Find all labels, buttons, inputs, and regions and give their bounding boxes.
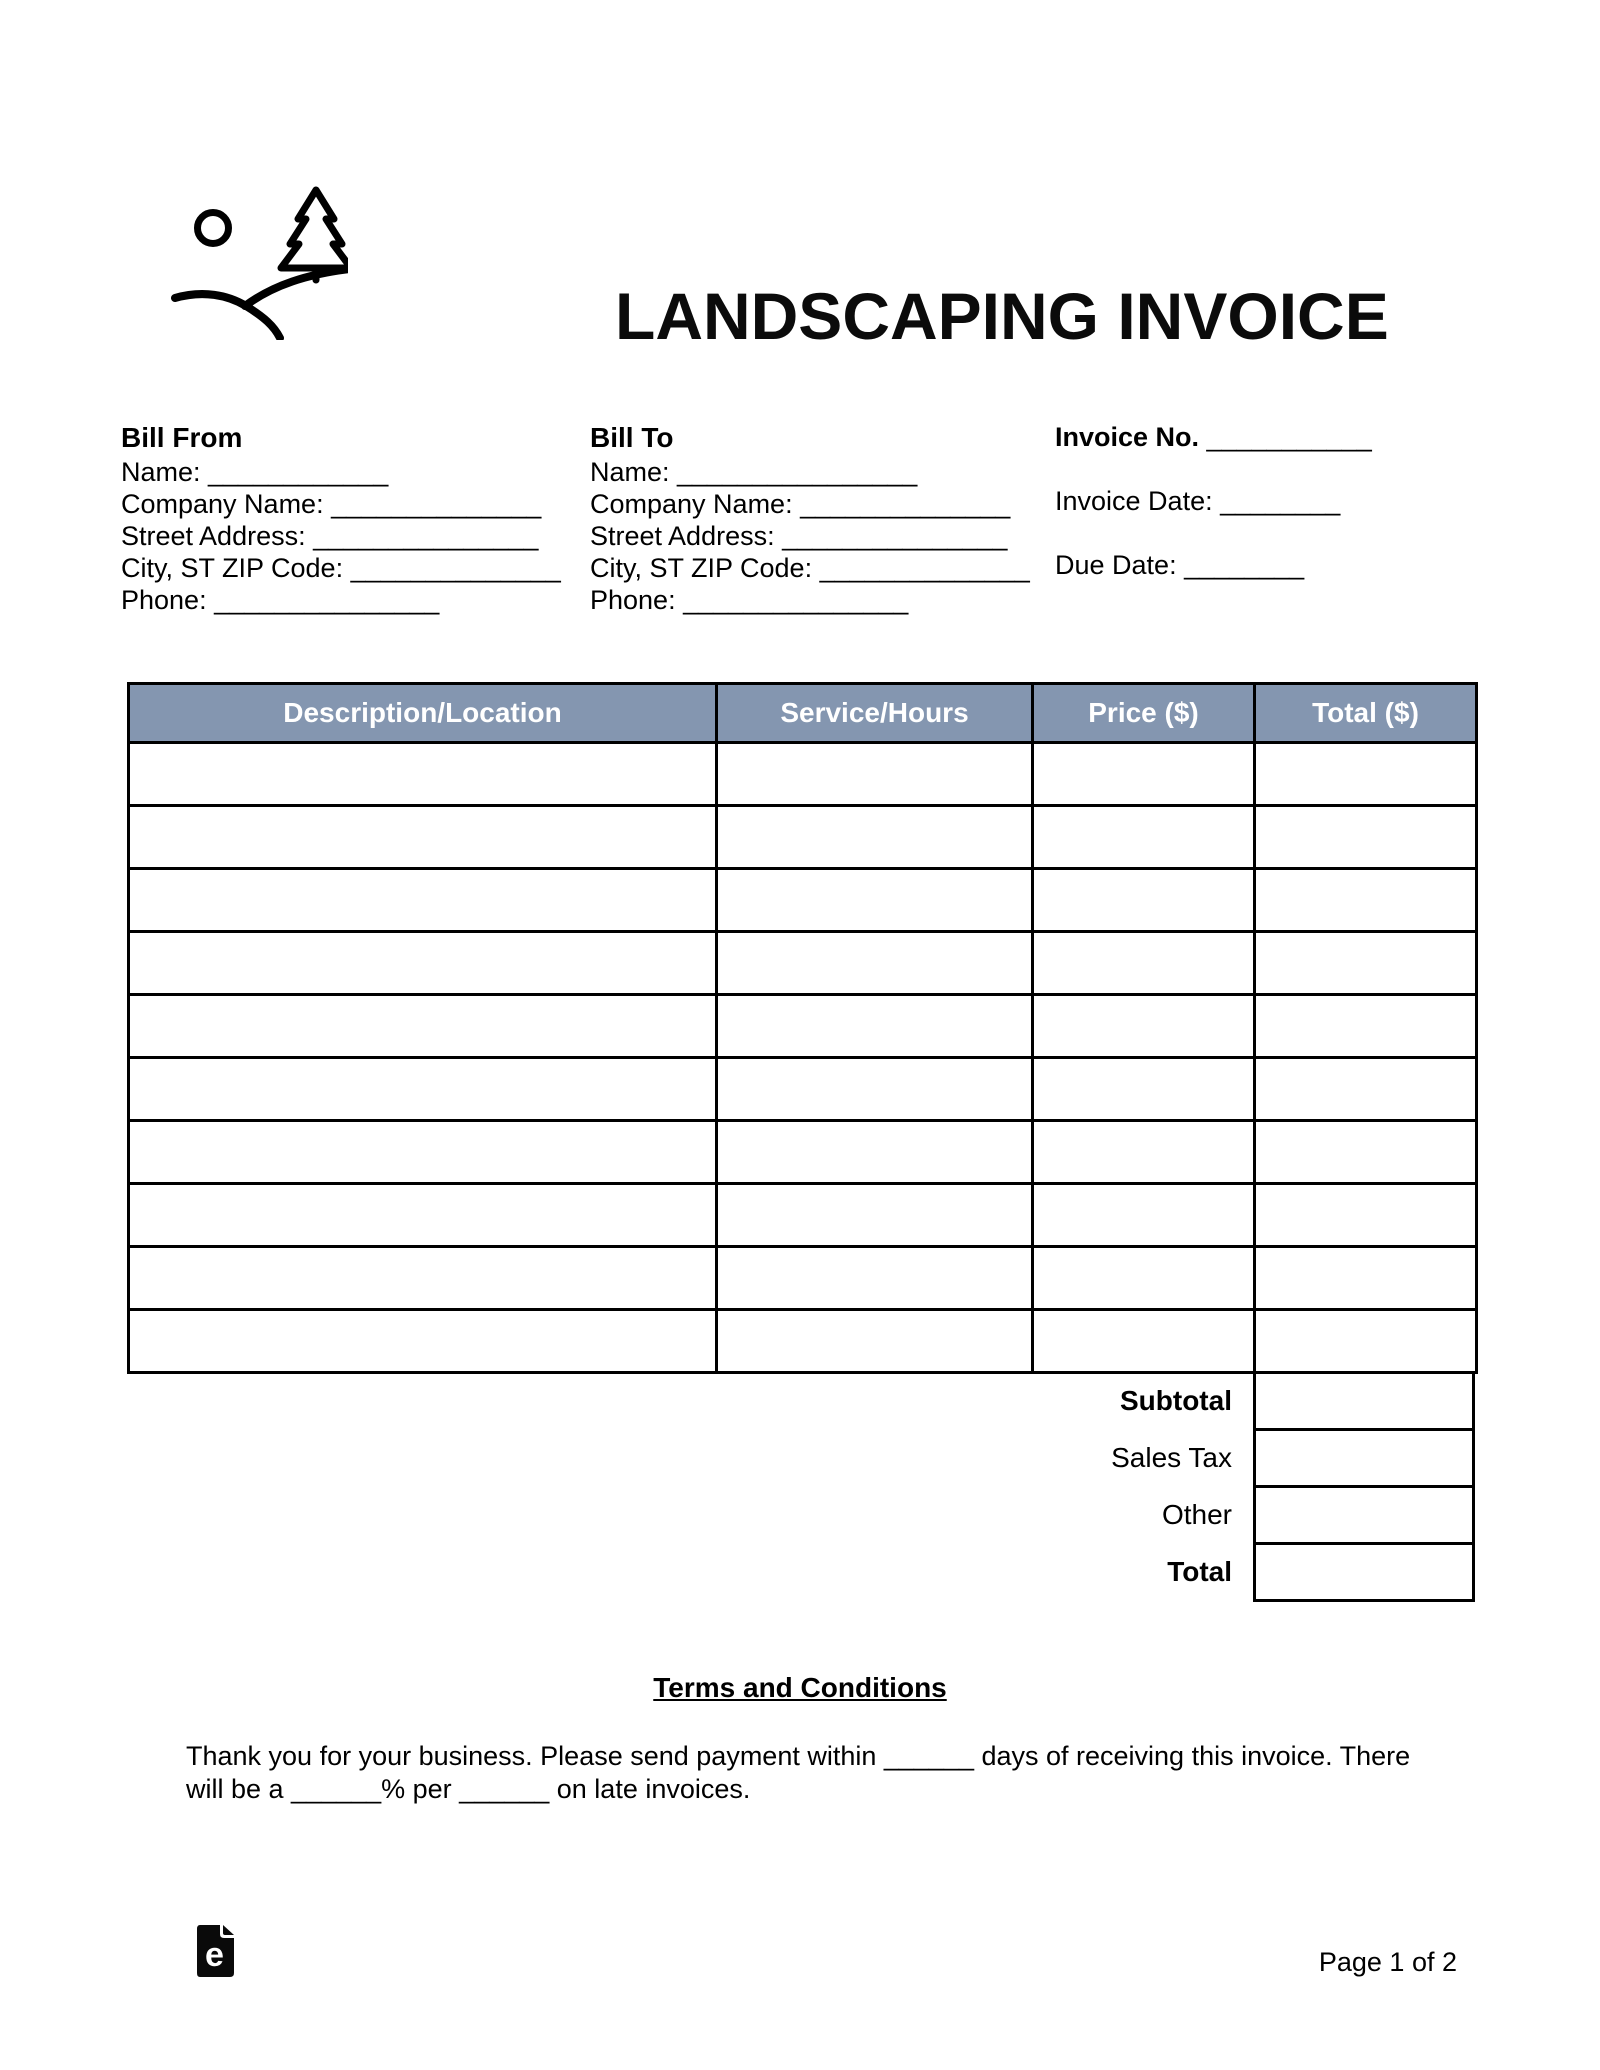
- col-header-service-hours: Service/Hours: [717, 684, 1033, 743]
- line-item-row: [129, 743, 1477, 806]
- bill-from-heading: Bill From: [121, 422, 243, 453]
- page-number: Page 1 of 2: [1318, 1947, 1457, 1977]
- line-item-cell: [717, 1121, 1033, 1184]
- line-item-row: [129, 806, 1477, 869]
- page-title: LANDSCAPING INVOICE: [615, 279, 1389, 353]
- line-item-cell: [1033, 1121, 1255, 1184]
- line-item-cell: [717, 1058, 1033, 1121]
- bill-to-heading: Bill To: [590, 422, 674, 453]
- col-header-price: Price ($): [1033, 684, 1255, 743]
- line-items-table: [127, 682, 1478, 1374]
- invoice-meta-section: [1055, 421, 1491, 616]
- total-label: Total: [1167, 1556, 1232, 1587]
- line-item-row: [129, 995, 1477, 1058]
- line-item-row: [129, 1247, 1477, 1310]
- sales-tax-label: Sales Tax: [1111, 1442, 1232, 1473]
- line-item-cell: [717, 869, 1033, 932]
- line-item-cell: [129, 1310, 717, 1373]
- bill-to-street-line: Street Address: _______________: [590, 521, 1008, 551]
- line-item-cell: [717, 743, 1033, 806]
- col-header-total: Total ($): [1255, 684, 1477, 743]
- line-item-cell: [1033, 1310, 1255, 1373]
- bill-from-company-line: Company Name: ______________: [121, 489, 542, 519]
- subtotal-label: Subtotal: [1120, 1385, 1232, 1416]
- line-item-cell: [1255, 1121, 1477, 1184]
- line-item-row: [129, 1184, 1477, 1247]
- bill-from-phone-line: Phone: _______________: [121, 585, 440, 615]
- line-item-row: [129, 932, 1477, 995]
- line-item-cell: [717, 995, 1033, 1058]
- parties-section: [121, 421, 1491, 616]
- line-item-cell: [1255, 743, 1477, 806]
- line-item-cell: [129, 743, 717, 806]
- bill-from-section: [121, 421, 590, 616]
- line-item-cell: [1033, 932, 1255, 995]
- line-item-cell: [129, 806, 717, 869]
- line-item-row: [129, 1310, 1477, 1373]
- terms-paragraph: [186, 1740, 1446, 1806]
- terms-line-1: Thank you for your business. Please send payment within ______ days of receiving this invoice. There: [186, 1741, 1411, 1771]
- line-item-cell: [717, 1310, 1033, 1373]
- line-item-cell: [717, 806, 1033, 869]
- bill-to-name-line: Name: ________________: [590, 457, 918, 487]
- line-item-cell: [1255, 1184, 1477, 1247]
- total-row: [127, 1542, 1475, 1602]
- line-item-row: [129, 869, 1477, 932]
- other-row: [127, 1485, 1475, 1545]
- line-item-cell: [129, 1058, 717, 1121]
- total-value-box: [1253, 1542, 1475, 1602]
- subtotal-row: [127, 1371, 1475, 1431]
- other-label: Other: [1161, 1499, 1232, 1530]
- line-item-cell: [129, 932, 717, 995]
- col-header-description-location: Description/Location: [129, 684, 717, 743]
- summary-section: [127, 1371, 1475, 1602]
- terms-line-2: will be a ______% per ______ on late invoices.: [186, 1774, 751, 1804]
- line-item-cell: [1255, 869, 1477, 932]
- terms-heading: Terms and Conditions: [653, 1672, 947, 1703]
- line-item-cell: [129, 1184, 717, 1247]
- eforms-logo-letter: e: [205, 1936, 224, 1974]
- line-item-cell: [1033, 1058, 1255, 1121]
- invoice-date-line: Invoice Date: ________: [1055, 486, 1341, 516]
- line-item-cell: [717, 1247, 1033, 1310]
- line-item-cell: [1033, 869, 1255, 932]
- line-item-cell: [1033, 806, 1255, 869]
- line-item-cell: [129, 995, 717, 1058]
- invoice-number-label: Invoice No.: [1055, 422, 1200, 452]
- line-item-cell: [1255, 1310, 1477, 1373]
- sales-tax-value-box: [1253, 1428, 1475, 1488]
- bill-to-section: [590, 421, 1055, 616]
- line-item-cell: [129, 1121, 717, 1184]
- line-item-cell: [1033, 995, 1255, 1058]
- landscaping-logo-icon: [148, 150, 348, 340]
- sales-tax-row: [127, 1428, 1475, 1488]
- bill-from-name-line: Name: ____________: [121, 457, 389, 487]
- bill-from-street-line: Street Address: _______________: [121, 521, 539, 551]
- line-item-row: [129, 1058, 1477, 1121]
- table-header-row: [129, 684, 1477, 743]
- line-item-cell: [717, 932, 1033, 995]
- line-item-cell: [1255, 995, 1477, 1058]
- bill-to-company-line: Company Name: ______________: [590, 489, 1011, 519]
- bill-to-phone-line: Phone: _______________: [590, 585, 909, 615]
- bill-to-city-line: City, ST ZIP Code: ______________: [590, 553, 1030, 583]
- eforms-logo-icon: [197, 1925, 235, 1977]
- line-item-cell: [1033, 743, 1255, 806]
- line-item-cell: [1033, 1184, 1255, 1247]
- subtotal-value-box: [1253, 1371, 1475, 1431]
- other-value-box: [1253, 1485, 1475, 1545]
- line-item-cell: [1255, 806, 1477, 869]
- invoice-number-line: [1055, 421, 1491, 453]
- bill-from-city-line: City, ST ZIP Code: ______________: [121, 553, 561, 583]
- line-item-cell: [1255, 1058, 1477, 1121]
- line-item-cell: [1255, 932, 1477, 995]
- line-item-cell: [717, 1184, 1033, 1247]
- line-item-cell: [129, 869, 717, 932]
- due-date-line: Due Date: ________: [1055, 550, 1305, 580]
- line-item-row: [129, 1121, 1477, 1184]
- invoice-number-blank: ___________: [1199, 422, 1372, 452]
- line-item-cell: [1033, 1247, 1255, 1310]
- line-item-cell: [1255, 1247, 1477, 1310]
- line-item-cell: [129, 1247, 717, 1310]
